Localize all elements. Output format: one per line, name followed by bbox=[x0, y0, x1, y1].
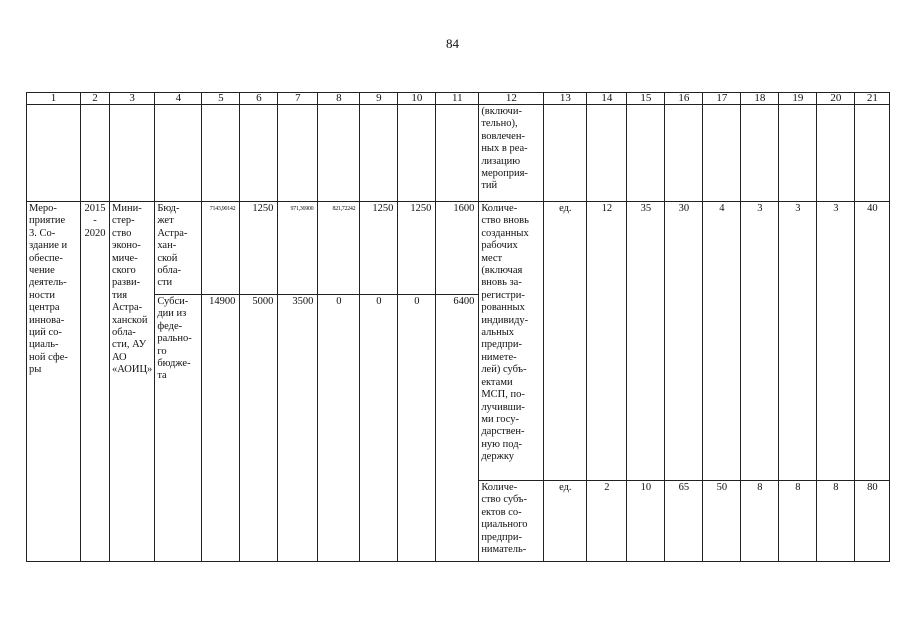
indicator-value: 80 bbox=[855, 481, 890, 562]
indicator-value: 50 bbox=[703, 481, 741, 562]
amount-cell: 821,72242 bbox=[318, 202, 360, 295]
header-cell: 19 bbox=[779, 93, 817, 105]
header-cell: 10 bbox=[398, 93, 436, 105]
indicator-value: 10 bbox=[627, 481, 665, 562]
header-cell: 18 bbox=[741, 93, 779, 105]
indicator-value: 12 bbox=[587, 202, 627, 481]
carry-over-text: (включи- тельно), вовлечен- ных в реа- лизацию мероприя- тий bbox=[479, 105, 544, 202]
amount-cell: 0 bbox=[318, 295, 360, 562]
funding-source: Бюд- жет Астра- хан- ской обла- сти bbox=[155, 202, 202, 295]
header-cell: 8 bbox=[318, 93, 360, 105]
header-cell: 2 bbox=[81, 93, 110, 105]
indicator-value: 35 bbox=[627, 202, 665, 481]
amount-cell: 1250 bbox=[240, 202, 278, 295]
amount-cell: 7143,90142 bbox=[202, 202, 240, 295]
executor: Мини- стер- ство эконо- миче- ского разви- тия Астра- ханской обла- сти, АУ АО «АОИЦ» bbox=[110, 202, 155, 562]
amount-cell: 14900 bbox=[202, 295, 240, 562]
amount-cell: 3500 bbox=[278, 295, 318, 562]
amount-cell: 6400 bbox=[436, 295, 479, 562]
activity-name: Меро- приятие 3. Со- здание и обеспе- чение деятель- ности центра инновa- ций со- циаль- ной сфе- ры bbox=[27, 202, 81, 562]
header-cell: 6 bbox=[240, 93, 278, 105]
header-cell: 4 bbox=[155, 93, 202, 105]
indicator-name: Количе- ство вновь созданных рабочих мест (включая вновь за- регистри- рованных индивиду- альных предпри- нимете- лей) субъ- ектами МСП, по- лучивши- ми госу- дарствен- ную под- держку bbox=[479, 202, 544, 481]
indicator-name: Количе- ство субъ- ектов со- циального предпри- ниматель- bbox=[479, 481, 544, 562]
amount-cell: 5000 bbox=[240, 295, 278, 562]
table-row bbox=[27, 105, 890, 202]
header-cell: 14 bbox=[587, 93, 627, 105]
indicator-value: 30 bbox=[665, 202, 703, 481]
indicator-value: 3 bbox=[779, 202, 817, 481]
header-cell: 7 bbox=[278, 93, 318, 105]
program-table bbox=[26, 92, 890, 562]
indicator-unit: ед. bbox=[544, 481, 587, 562]
amount-cell: 1600 bbox=[436, 202, 479, 295]
indicator-value: 8 bbox=[779, 481, 817, 562]
indicator-value: 3 bbox=[741, 202, 779, 481]
indicator-value: 65 bbox=[665, 481, 703, 562]
header-cell: 13 bbox=[544, 93, 587, 105]
header-cell: 20 bbox=[817, 93, 855, 105]
header-cell: 9 bbox=[360, 93, 398, 105]
header-cell: 5 bbox=[202, 93, 240, 105]
indicator-value: 40 bbox=[855, 202, 890, 481]
years: 2015 - 2020 bbox=[81, 202, 110, 562]
indicator-value: 2 bbox=[587, 481, 627, 562]
amount-cell: 0 bbox=[360, 295, 398, 562]
header-cell: 11 bbox=[436, 93, 479, 105]
indicator-value: 8 bbox=[817, 481, 855, 562]
amount-cell: 971,36900 bbox=[278, 202, 318, 295]
table-row bbox=[27, 202, 890, 295]
header-cell: 15 bbox=[627, 93, 665, 105]
indicator-unit: ед. bbox=[544, 202, 587, 481]
amount-cell: 0 bbox=[398, 295, 436, 562]
header-cell: 3 bbox=[110, 93, 155, 105]
funding-source: Субси- дии из феде- рально- го бюдже- та bbox=[155, 295, 202, 562]
amount-cell: 1250 bbox=[398, 202, 436, 295]
header-cell: 21 bbox=[855, 93, 890, 105]
indicator-value: 3 bbox=[817, 202, 855, 481]
header-row bbox=[27, 93, 890, 105]
indicator-value: 8 bbox=[741, 481, 779, 562]
header-cell: 17 bbox=[703, 93, 741, 105]
header-cell: 16 bbox=[665, 93, 703, 105]
header-cell: 12 bbox=[479, 93, 544, 105]
page-number: 84 bbox=[446, 36, 459, 51]
header-cell: 1 bbox=[27, 93, 81, 105]
indicator-value: 4 bbox=[703, 202, 741, 481]
amount-cell: 1250 bbox=[360, 202, 398, 295]
